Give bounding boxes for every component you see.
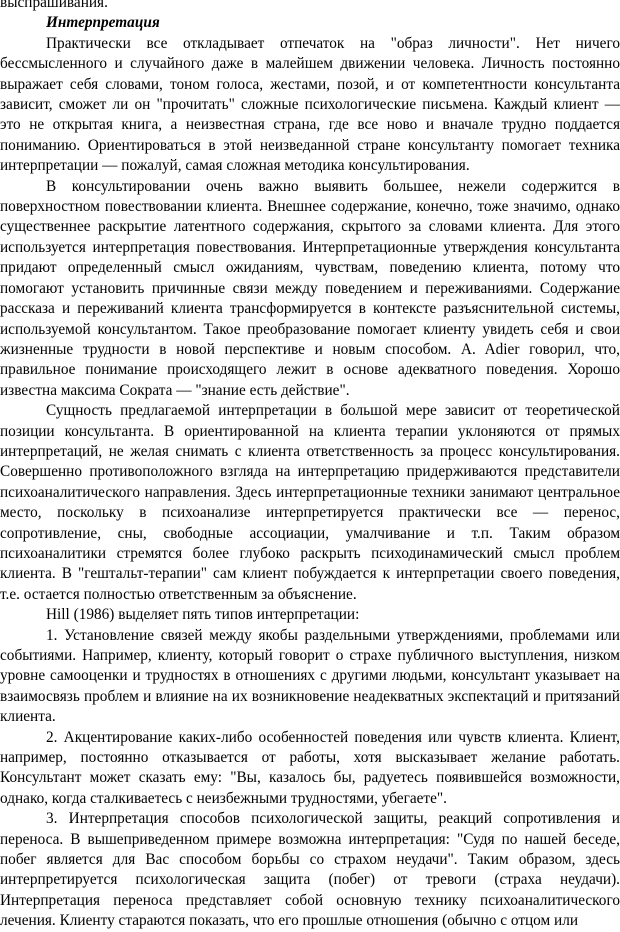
paragraph-3: Сущность предлагаемой интерпретации в большой мере зависит от теоретической позиции консультанта. В ориентированной на клиента терапии уклоняются от прямых интерпретаций, не желая снимать с клиента ответственность за процесс консультирования. Совершенно противоположного взгляда на интерпретацию придерживаются представители психоаналитического направления. Здесь интерпретационные техники занимают центральное место, поскольку в психоанализе интерпретируется практически все — перенос, сопротивление, сны, свободные ассоциации, умалчивание и т.п. Таким образом психоаналитики стремятся более глубоко раскрыть психодинамический смысл проблем клиента. В "гештальт-терапии" сам клиент побуждается к интерпретации своего поведения, т.е. остается полностью ответственным за объяснение. bbox=[0, 402, 620, 603]
paragraph-5: 1. Установление связей между якобы раздельными утверждениями, проблемами или событиями. Например, клиенту, который говорит о страхе публичного выступления, низком уровне самооценки и трудностях в отношениях с другими людьми, консультант указывает на взаимосвязь проблем и влияние на их возникновение неадекватных экспектаций и притязаний клиента. bbox=[0, 626, 620, 726]
section-heading: Интерпретация bbox=[46, 14, 160, 32]
paragraph-2: В консультировании очень важно выявить большее, нежели содержится в поверхностном повествовании клиента. Внешнее содержание, конечно, тоже значимо, однако существеннее раскрытие латентного содержания, скрытого за словами клиента. Для этого используется интерпретация повествования. Интерпретационные утверждения консультанта придают определенный смысл ожиданиям, чувствам, поведению клиента, потому что помогают установить причинные связи между поведением и переживаниями. Содержание рассказа и переживаний клиента трансформируется в контексте разъяснительной системы, используемой консультантом. Такое преобразование помогает клиенту увидеть себя и свои жизненные трудности в новой перспективе и новым способом. A. Adier говорил, что, правильное понимание происходящего лежит в основе адекватного поведения. Хорошо известна максима Сократа — "знание есть действие". bbox=[0, 177, 620, 399]
paragraph-1: Практически все откладывает отпечаток на "образ личности". Нет ничего бессмысленного и случайного даже в малейшем движении человека. Личность постоянно выражает себя словами, тоном голоса, жестами, позой, и от компетентности консультанта зависит, сможет ли он "прочитать" сложные психологические письмена. Каждый клиент — это не открытая книга, а неизвестная страна, где все ново и вначале трудно поддается пониманию. Ориентироваться в этой неизведанной стране консультанту помогает техника интерпретации — пожалуй, самая сложная методика консультирования. bbox=[0, 34, 620, 175]
paragraph-6: 2. Акцентирование каких-либо особенностей поведения или чувств клиента. Клиент, например, постоянно отказывается от работы, хотя высказывает желание работать. Консультант может сказать ему: "Вы, казалось бы, радуетесь появившейся возможности, однако, когда сталкиваетесь с неизбежными трудностями, убегаете". bbox=[0, 728, 620, 807]
paragraph-4: Hill (1986) выделяет пять типов интерпретации: bbox=[46, 606, 360, 624]
paragraph-7: 3. Интерпретация способов психологической защиты, реакций сопротивления и переноса. В вышеприведенном примере возможна интерпретация: "Судя по нашей беседе, побег является для Вас способом борьбы со страхом неудачи". Таким образом, здесь интерпретируется психологическая защита (побег) от тревоги (страха неудачи). Интерпретация переноса представляет собой основную технику психоаналитического лечения. Клиенту стараются показать, что его прошлые отношения (обычно с отцом или bbox=[0, 810, 620, 930]
lead-fragment: выспрашивания. bbox=[0, 0, 108, 11]
